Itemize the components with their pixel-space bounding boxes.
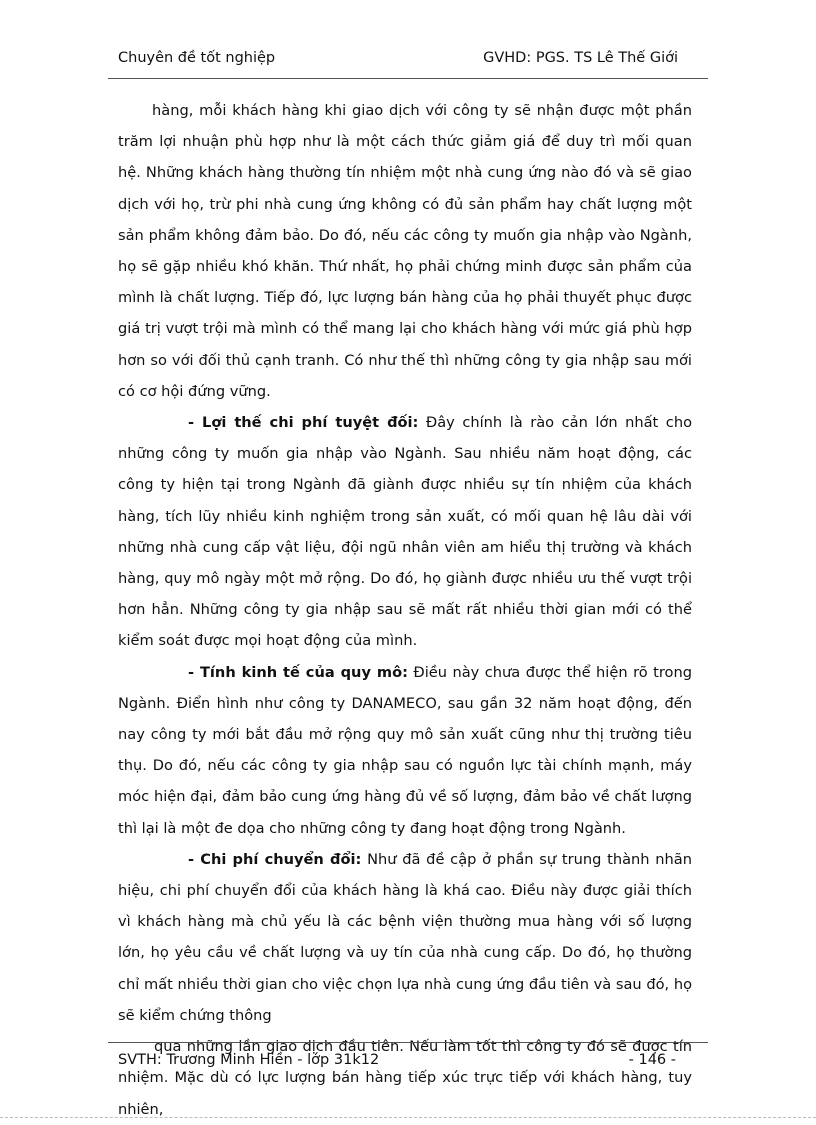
paragraph-3 <box>118 657 692 844</box>
paragraph-5: qua những lần giao dịch đầu tiên. Nếu làm tốt thì công ty đó sẽ được tín nhiệm. Mặc dù có lực lượng bán hàng tiếp xúc trực tiếp với khách hàng, tuy nhiên, <box>118 1038 692 1118</box>
footer-author: SVTH: Trương Minh Hiền - lớp 31k12 <box>118 1052 380 1068</box>
header-divider <box>108 78 708 79</box>
page-number: - 146 - <box>628 1052 676 1068</box>
paragraph-2 <box>118 407 692 657</box>
paragraph-3-text: Điều này chưa được thể hiện rõ trong Ngành. Điển hình như công ty DANAMECO, sau gần 32 năm hoạt động, đến nay công ty mới bắt đầu mở rộng quy mô sản xuất cũng như thị trường tiêu thụ. Do đó, nếu các công ty gia nhập sau có nguồn lực tài chính mạnh, máy móc hiện đại, đảm bảo cung ứng hàng đủ về số lượng, đảm bảo về chất lượng thì lại là một đe dọa cho những công ty đang hoạt động trong Ngành. <box>118 663 692 837</box>
paragraph-4 <box>118 844 692 1031</box>
paragraph-2-heading: - Lợi thế chi phí tuyệt đối: <box>188 414 419 432</box>
paragraph-3-heading: - Tính kinh tế của quy mô: <box>188 663 408 681</box>
page-break-line <box>0 1117 816 1118</box>
page-footer <box>118 1052 676 1076</box>
header-advisor: GVHD: PGS. TS Lê Thế Giới <box>483 50 678 66</box>
page-header <box>118 50 678 74</box>
page-body <box>118 95 692 1125</box>
paragraph-2-text: Đây chính là rào cản lớn nhất cho những công ty muốn gia nhập vào Ngành. Sau nhiều năm hoạt động, các công ty hiện tại trong Ngành đã giành được nhiều sự tín nhiệm của khách hàng, tích lũy nhiều kinh nghiệm trong sản xuất, có mối quan hệ lâu dài với những nhà cung cấp vật liệu, đội ngũ nhân viên am hiểu thị trường và khách hàng, quy mô ngày một mở rộng. Do đó, họ giành được nhiều ưu thế vượt trội hơn hẳn. Những công ty gia nhập sau sẽ mất rất nhiều thời gian mới có thể kiểm soát được mọi hoạt động của mình. <box>118 414 693 650</box>
footer-divider <box>108 1042 708 1043</box>
paragraph-4-heading: - Chi phí chuyển đổi: <box>188 850 362 868</box>
header-topic: Chuyên đề tốt nghiệp <box>118 50 276 66</box>
paragraph-1: hàng, mỗi khách hàng khi giao dịch với công ty sẽ nhận được một phần trăm lợi nhuận phù hợp như là một cách thức giảm giá để duy trì mối quan hệ. Những khách hàng thường tín nhiệm một nhà cung ứng nào đó và sẽ giao dịch với họ, trừ phi nhà cung ứng không có đủ sản phẩm hay chất lượng một sản phẩm không đảm bảo. Do đó, nếu các công ty muốn gia nhập vào Ngành, họ sẽ gặp nhiều khó khăn. Thứ nhất, họ phải chứng minh được sản phẩm của mình là chất lượng. Tiếp đó, lực lượng bán hàng của họ phải thuyết phục được giá trị vượt trội mà mình có thể mang lại cho khách hàng với mức giá phù hợp hơn so với đối thủ cạnh tranh. Có như thế thì những công ty gia nhập sau mới có cơ hội đứng vững. <box>118 102 692 400</box>
paragraph-4-text: Như đã đề cập ở phần sự trung thành nhãn hiệu, chi phí chuyển đổi của khách hàng là khá cao. Điều này được giải thích vì khách hàng mà chủ yếu là các bệnh viện thường mua hàng với số lượng lớn, họ yêu cầu về chất lượng và uy tín của nhà cung cấp. Do đó, họ thường chỉ mất nhiều thời gian cho việc chọn lựa nhà cung ứng đầu tiên và sau đó, họ sẽ kiểm chứng thông <box>118 850 692 1024</box>
